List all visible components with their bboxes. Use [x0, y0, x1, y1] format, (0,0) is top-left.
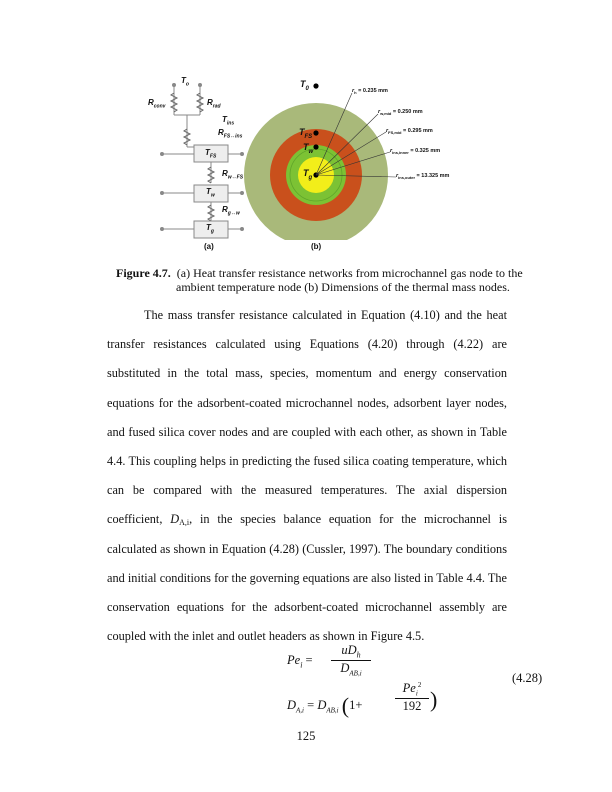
resistor-label-rg-w: $R_{g\leftrightarrow w}$: [222, 205, 240, 217]
thermal-mass-rings-diagram: [244, 83, 396, 240]
dimension-label-rh: $r_h = 0.235$ mm: [352, 88, 388, 96]
dimension-label-rins-inner: $r_{ins,inner} = 0.325$ mm: [390, 148, 441, 156]
figure-caption: [116, 266, 536, 294]
equation-number: (4.28): [512, 671, 543, 685]
node-label-tfs: $T_{FS}$: [205, 148, 217, 160]
resistor-label-rrad: $R_{rad}$: [207, 98, 221, 110]
symbol-d: D: [170, 512, 180, 527]
node-label-b-t0: $T_0$: [300, 79, 309, 92]
node-label-b-tfs: $T_{FS}$: [299, 127, 313, 140]
dimension-label-rw-mid: $r_{w,mid} = 0.250$ mm: [378, 109, 423, 117]
symbol-d-subscript: A,i: [179, 518, 190, 528]
resistor-label-rw-fs: $R_{w\leftrightarrow FS}$: [222, 169, 244, 181]
node-label-tins: $T_{ins}$: [222, 115, 235, 127]
node-label-b-tg: $T_g$: [303, 168, 313, 181]
node-label-b-tw: $T_w$: [303, 142, 314, 155]
node-label-t0: $T_o$: [181, 76, 189, 88]
closing-paren: ): [430, 687, 438, 712]
resistor-label-rfs-ins: $R_{FS\leftrightarrow ins}$: [218, 128, 243, 140]
resistor-label-rconv: $R_{conv}$: [148, 98, 166, 110]
page-number: 125: [296, 729, 316, 743]
figure-4-7: [148, 55, 490, 251]
equation-peclet-fraction: $uD_h$ $D_{AB,i}$: [331, 643, 371, 677]
paragraph-text-1: The mass transfer resistance calculated in Equation (4.10) and the heat transfer resistances calculated using Equations (4.20) through (4.22) are substituted in the total mass, species, momentum and energy conservation equations for the adsorbent-coated microchannel nodes, adsorbent layer nodes, and fused silica cover nodes and are coupled with each other, as shown in Table 4.4. This coupling helps in predicting the fused silica coating temperature, which can be compared with the measured temperatures. The axial dispersion coefficient,: [107, 308, 507, 527]
equation-dispersion: $D_{A,i} = D_{AB,i}$ (1+: [287, 693, 363, 718]
caption-line-2: ambient temperature node (b) Dimensions of the thermal mass nodes.: [176, 280, 510, 294]
caption-label: Figure 4.7.: [116, 266, 171, 280]
equation-dispersion-fraction: $Pe_i^2$ 192: [395, 681, 429, 714]
equation-peclet: $Pe_i$ =: [287, 653, 313, 670]
equation-4-28: [287, 643, 547, 723]
panel-a-label: (a): [204, 242, 214, 251]
dimension-label-rins-outer: $r_{ins,outer} = 13.325$ mm: [396, 173, 450, 181]
dimension-label-rfs-mid: $r_{FS,mid} = 0.295$ mm: [386, 128, 433, 136]
body-paragraph: [107, 301, 507, 651]
caption-line-1: (a) Heat transfer resistance networks from microchannel gas node to the: [176, 266, 523, 280]
node-label-tg: $T_g$: [206, 223, 214, 235]
panel-b-label: (b): [311, 242, 322, 251]
node-label-tw: $T_w$: [206, 187, 215, 199]
paragraph-text-2: , in the species balance equation for the microchannel is calculated as shown in Equation (4.28) (Cussler, 1997). The boundary conditions and initial conditions for the governing equations are also listed in Table 4.4. The conservation equations for the adsorbent-coated microchannel assembly are coupled with the inlet and outlet headers as shown in Figure 4.5.: [107, 512, 507, 644]
